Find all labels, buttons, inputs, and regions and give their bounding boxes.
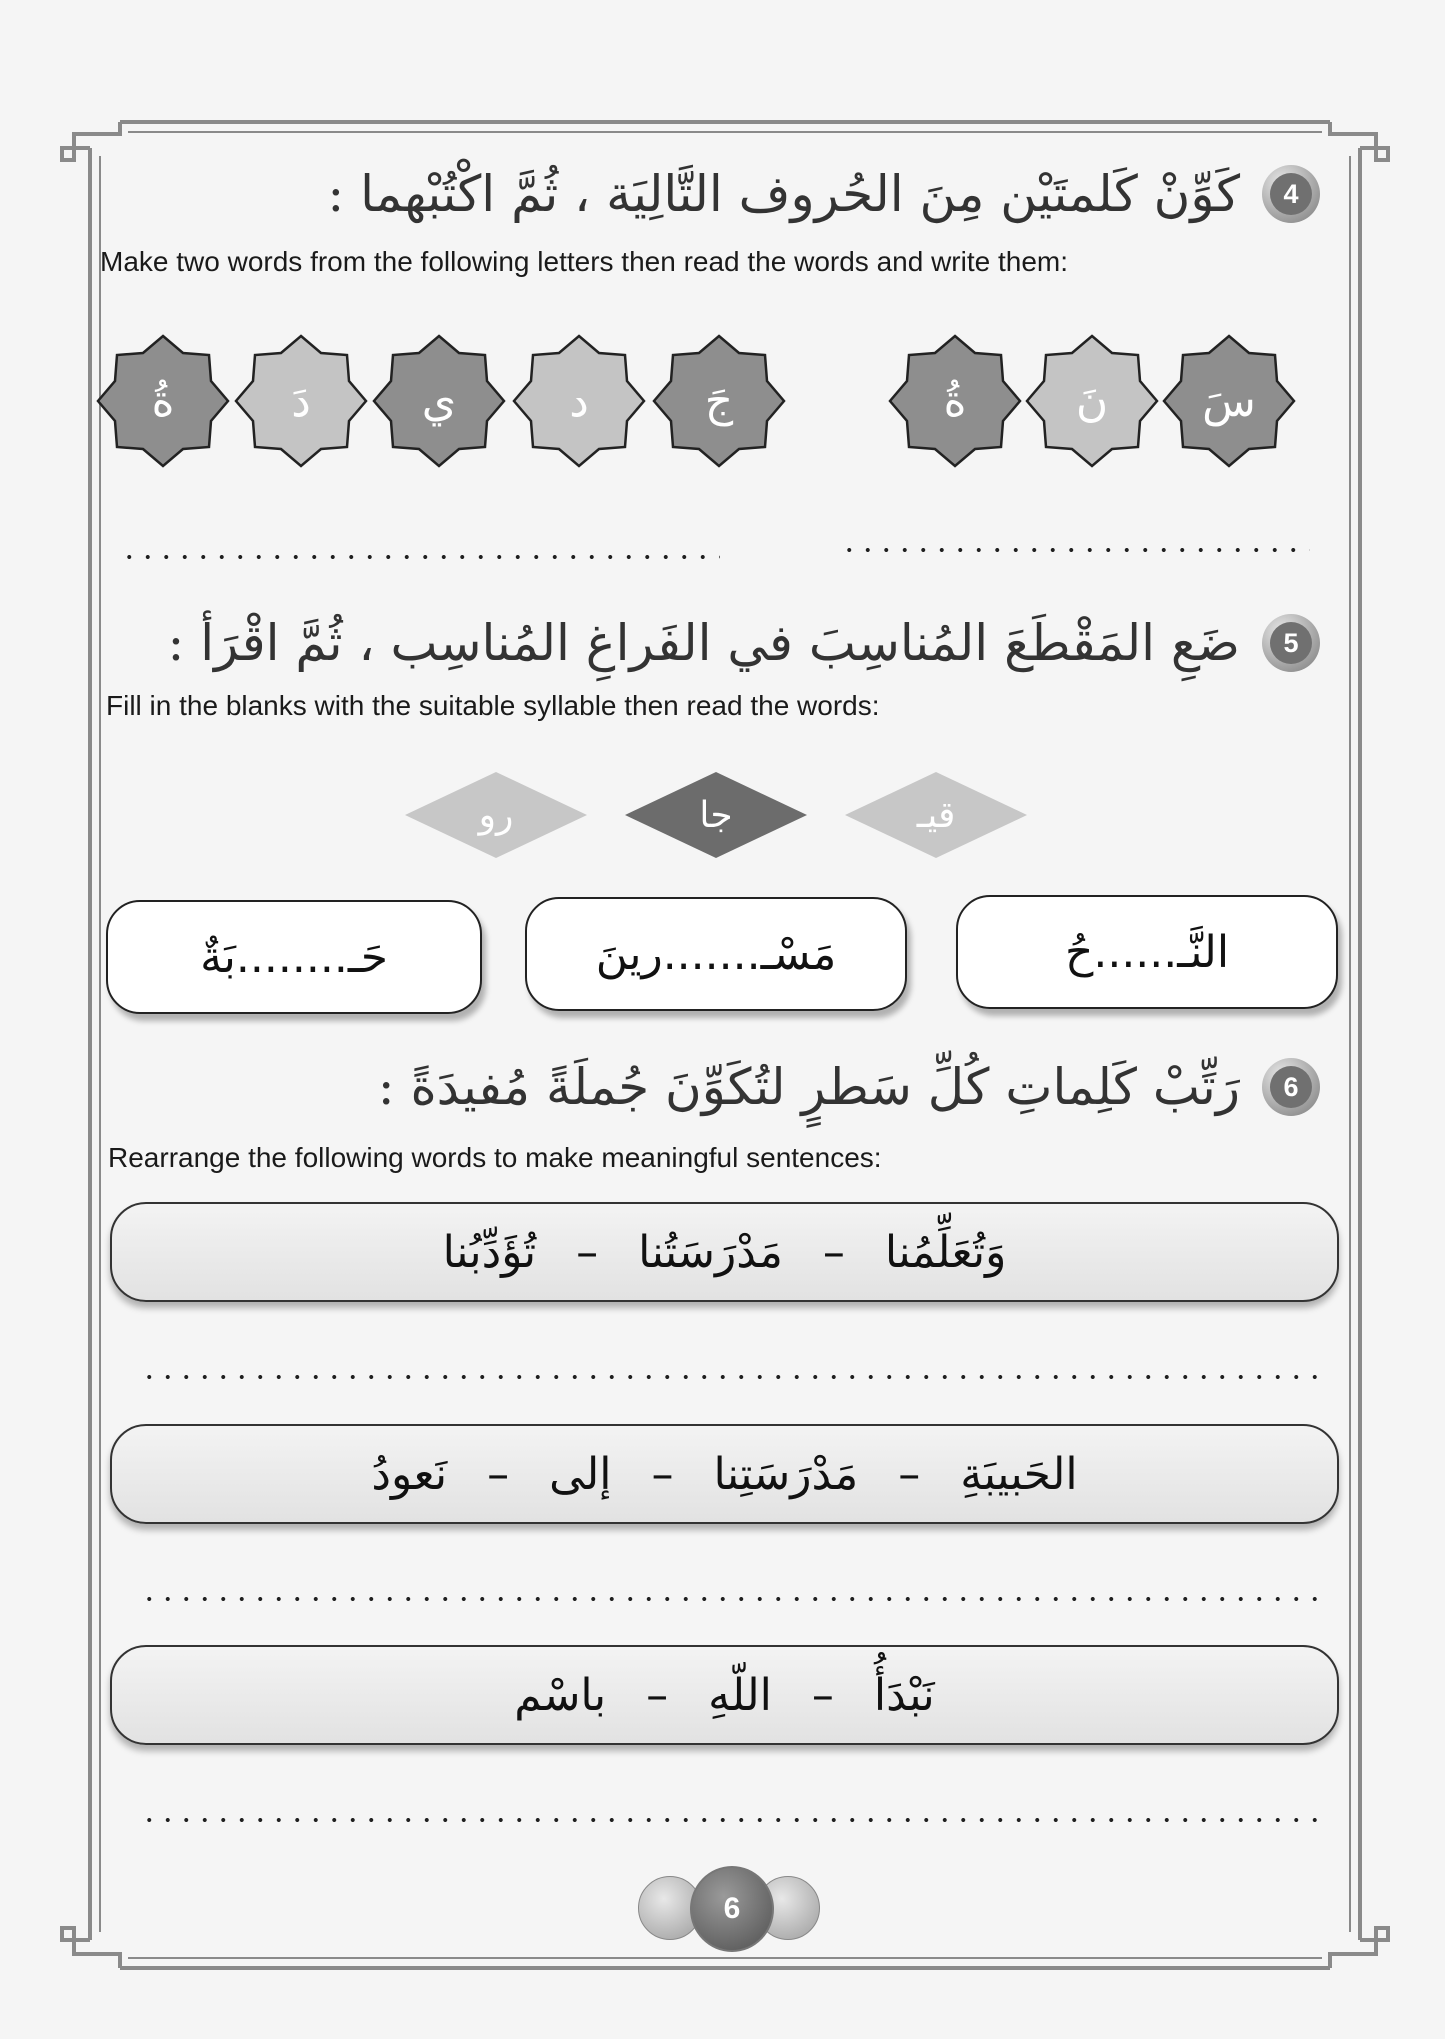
answer-line[interactable] bbox=[140, 1818, 1330, 1822]
exercise-number-badge: 6 bbox=[1262, 1058, 1320, 1116]
exercise-6-header bbox=[378, 1058, 1320, 1116]
letter-star: نَ bbox=[1023, 332, 1161, 470]
syllable-diamond: جا bbox=[623, 770, 809, 860]
syllable-diamond: قيـ bbox=[843, 770, 1029, 860]
syllable-diamond: رو bbox=[403, 770, 589, 860]
letter-star: دَ bbox=[232, 332, 370, 470]
sentence-words-bar: وَتُعَلِّمُنا – مَدْرَسَتُنا – تُؤَدِّبُنا bbox=[110, 1202, 1339, 1302]
exercise-number-badge: 4 bbox=[1262, 165, 1320, 223]
exercise-5-title: ضَعِ المَقْطَعَ المُناسِبَ في الفَراغِ المُناسِب ، ثُمَّ اقْرَأ : bbox=[167, 614, 1240, 672]
fill-blank-box[interactable]: حَـ........بَةٌ bbox=[106, 900, 482, 1014]
letter-star: ي bbox=[370, 332, 508, 470]
exercise-4-header bbox=[327, 165, 1320, 223]
answer-line[interactable] bbox=[140, 1597, 1330, 1601]
exercise-5-header bbox=[167, 614, 1320, 672]
exercise-4-instruction: Make two words from the following letters then read the words and write them: bbox=[100, 246, 1068, 277]
exercise-6-title: رَتِّبْ كَلِماتِ كُلِّ سَطرٍ لتُكَوِّنَ جُملَةً مُفيدَةً : bbox=[377, 1058, 1240, 1116]
answer-line[interactable] bbox=[840, 548, 1310, 552]
exercise-5-instruction: Fill in the blanks with the suitable syllable then read the words: bbox=[106, 690, 880, 721]
answer-line[interactable] bbox=[120, 555, 720, 559]
letter-star: سَ bbox=[1160, 332, 1298, 470]
sentence-words-bar: نَبْدَأُ – اللّهِ – باسْم bbox=[110, 1645, 1339, 1745]
exercise-6-instruction: Rearrange the following words to make meaningful sentences: bbox=[108, 1142, 882, 1173]
exercise-4-title: كَوِّنْ كَلمتَيْن مِنَ الحُروف التَّالِيَة ، ثُمَّ اكْتُبْهما : bbox=[327, 165, 1240, 223]
fill-blank-box[interactable]: مَسْـ.......رينَ bbox=[525, 897, 907, 1011]
exercise-number-badge: 5 bbox=[1262, 614, 1320, 672]
fill-blank-box[interactable]: النَّـ......حُ bbox=[956, 895, 1338, 1009]
letter-star: د bbox=[510, 332, 648, 470]
sentence-words-bar: الحَبيبَةِ – مَدْرَسَتِنا – إلى – نَعودُ bbox=[110, 1424, 1339, 1524]
page-number: 6 bbox=[690, 1866, 774, 1952]
page-number-badge bbox=[638, 1866, 818, 1948]
answer-line[interactable] bbox=[140, 1375, 1330, 1379]
letter-star: جَ bbox=[650, 332, 788, 470]
letter-star: ةُ bbox=[886, 332, 1024, 470]
letter-star: ةُ bbox=[94, 332, 232, 470]
